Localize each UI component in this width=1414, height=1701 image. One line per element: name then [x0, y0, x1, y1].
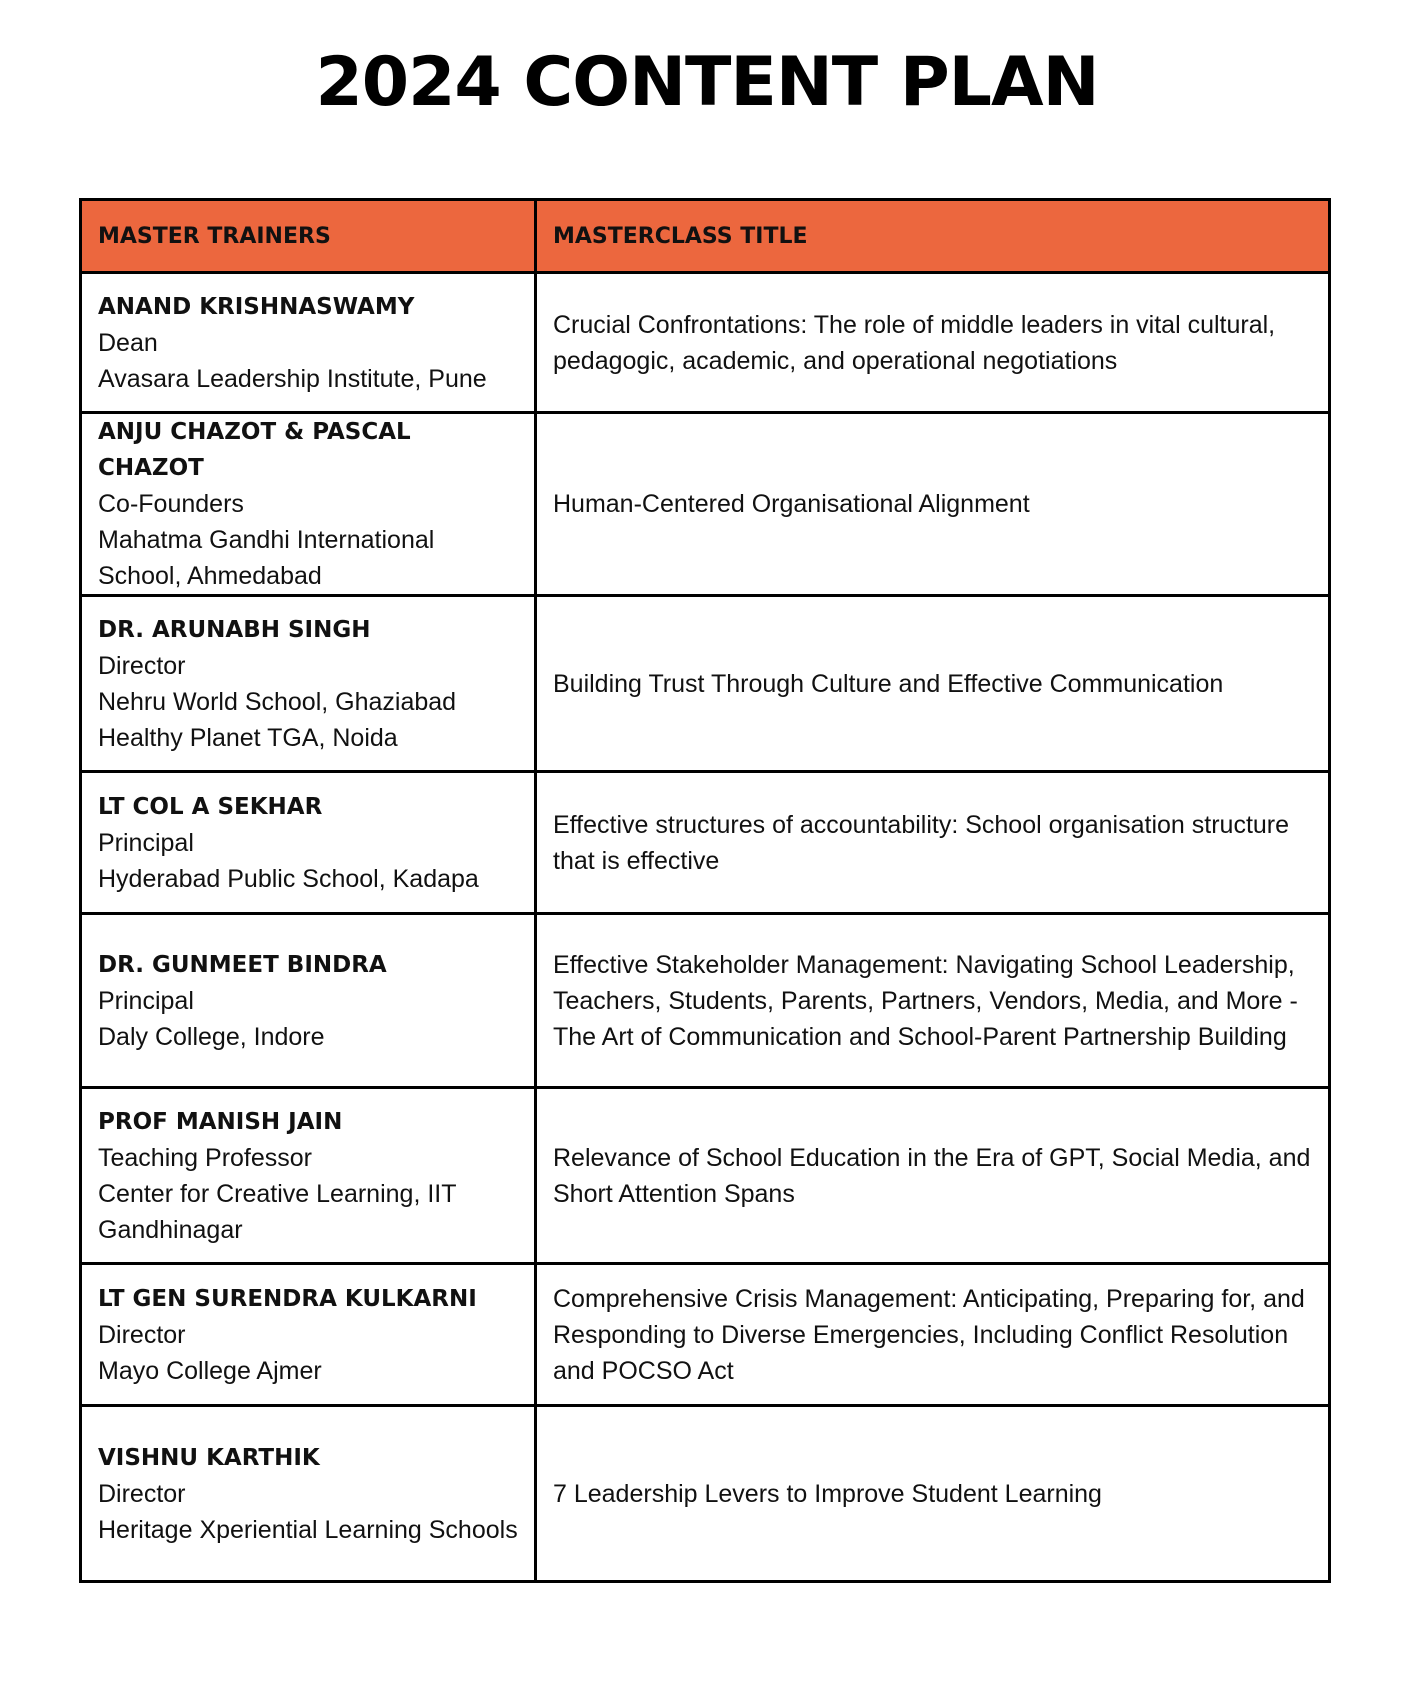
table-row — [81, 1088, 1330, 1264]
masterclass-cell — [536, 596, 1330, 772]
trainer-organisation: Hyderabad Public School, Kadapa — [98, 864, 479, 893]
trainer-name: LT COL A SEKHAR — [98, 793, 323, 820]
trainer-cell — [81, 772, 536, 914]
trainer-organisation: Mayo College Ajmer — [98, 1356, 322, 1385]
header-row — [81, 200, 1330, 273]
masterclass-title: Crucial Confrontations: The role of middle leaders in vital cultural, pedagogic, academic, and operational negotiations — [553, 310, 1276, 375]
masterclass-title: Human-Centered Organisational Alignment — [553, 490, 1030, 518]
trainer-name: ANAND KRISHNASWAMY — [98, 293, 415, 320]
trainer-cell — [81, 914, 536, 1088]
masterclass-title: 7 Leadership Levers to Improve Student Learning — [553, 1479, 1102, 1508]
trainer-organisation: Center for Creative Learning, IIT Gandhinagar — [98, 1179, 457, 1244]
trainer-organisation: Heritage Xperiential Learning Schools — [98, 1515, 518, 1544]
table-row — [81, 914, 1330, 1088]
trainer-cell — [81, 596, 536, 772]
trainer-role: Director — [98, 651, 186, 680]
masterclass-cell — [536, 914, 1330, 1088]
trainer-role: Dean — [98, 328, 158, 357]
table-header — [81, 200, 1330, 273]
trainer-role: Director — [98, 1320, 186, 1349]
trainer-organisation: Avasara Leadership Institute, Pune — [98, 364, 487, 393]
masterclass-title: Effective Stakeholder Management: Navigating School Leadership, Teachers, Students, Parents, Partners, Vendors, Media, and More - The Art of Communication and School-Parent Partnership Building — [553, 950, 1298, 1051]
table-row — [81, 596, 1330, 772]
header-masterclass-title: MASTERCLASS TITLE — [536, 200, 1330, 273]
table-row — [81, 772, 1330, 914]
masterclass-cell — [536, 1264, 1330, 1406]
masterclass-title: Relevance of School Education in the Era of GPT, Social Media, and Short Attention Spans — [553, 1143, 1311, 1208]
masterclass-title: Effective structures of accountability: School organisation structure that is effective — [553, 810, 1290, 875]
trainer-role: Teaching Professor — [98, 1143, 313, 1172]
trainer-organisation: Mahatma Gandhi International School, Ahmedabad — [98, 526, 435, 590]
masterclass-cell — [536, 1406, 1330, 1582]
table-row — [81, 1406, 1330, 1582]
page-title: 2024 CONTENT PLAN — [315, 43, 1099, 122]
header-master-trainers: MASTER TRAINERS — [81, 200, 536, 273]
trainer-role: Director — [98, 1479, 186, 1508]
table-row — [81, 413, 1330, 596]
trainer-organisation: Healthy Planet TGA, Noida — [98, 723, 398, 752]
trainer-name: VISHNU KARTHIK — [98, 1444, 320, 1471]
trainer-organisation: Daly College, Indore — [98, 1022, 325, 1051]
trainer-cell — [81, 1264, 536, 1406]
masterclass-cell — [536, 273, 1330, 413]
trainer-name: LT GEN SURENDRA KULKARNI — [98, 1285, 477, 1312]
table-row — [81, 273, 1330, 413]
masterclass-title: Comprehensive Crisis Management: Anticipating, Preparing for, and Responding to Diverse Emergencies, Including Conflict Resolution and POCSO Act — [553, 1284, 1305, 1385]
trainer-name: ANJU CHAZOT & PASCAL CHAZOT — [98, 419, 411, 481]
trainer-role: Principal — [98, 986, 194, 1015]
masterclass-cell — [536, 413, 1330, 596]
trainer-name: DR. ARUNABH SINGH — [98, 616, 371, 643]
trainer-cell — [81, 273, 536, 413]
content-plan-table — [79, 198, 1331, 1583]
trainer-name: PROF MANISH JAIN — [98, 1108, 343, 1135]
trainer-role: Co-Founders — [98, 490, 244, 518]
trainer-organisation: Nehru World School, Ghaziabad — [98, 687, 457, 716]
table-body — [81, 273, 1330, 1582]
masterclass-title: Building Trust Through Culture and Effective Communication — [553, 669, 1224, 698]
trainer-cell — [81, 1406, 536, 1582]
table-row — [81, 1264, 1330, 1406]
masterclass-cell — [536, 1088, 1330, 1264]
trainer-role: Principal — [98, 828, 194, 857]
trainer-cell — [81, 1088, 536, 1264]
trainer-cell — [81, 413, 536, 596]
masterclass-cell — [536, 772, 1330, 914]
trainer-name: DR. GUNMEET BINDRA — [98, 951, 387, 978]
